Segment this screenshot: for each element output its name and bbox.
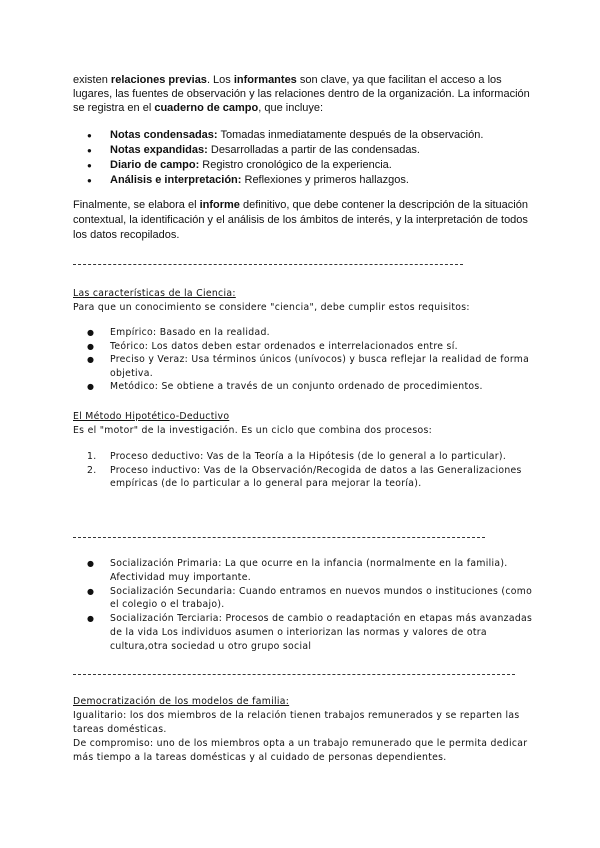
notes-list xyxy=(73,128,543,188)
list-item xyxy=(73,450,543,464)
metodo-intro: Es el "motor" de la investigación. Es un ciclo que combina dos procesos: xyxy=(73,425,433,436)
ciencia-list xyxy=(73,326,543,394)
list-item: ● Metódico: Se obtiene a través de un conjunto ordenado de procedimientos. xyxy=(73,380,543,394)
ciencia-heading: Las características de la Ciencia: xyxy=(73,288,236,299)
intro-text: , que incluye: xyxy=(258,102,324,114)
intro-paragraph xyxy=(73,73,543,115)
list-item: ● Teórico: Los datos deben estar ordenados e interrelacionados entre sí. xyxy=(73,340,543,354)
intro-text: existen xyxy=(73,74,111,86)
note-term: Notas condensadas: xyxy=(110,129,218,141)
note-term: Notas expandidas: xyxy=(110,144,208,156)
list-item xyxy=(73,173,543,188)
metodo-heading: El Método Hipotético-Deductivo xyxy=(73,411,230,422)
familia-heading: Democratización de los modelos de familia: xyxy=(73,696,290,707)
item-number: 2. xyxy=(87,464,97,476)
ciencia-intro: Para que un conocimiento se considere "ciencia", debe cumplir estos requisitos: xyxy=(73,302,470,313)
note-desc: Reflexiones y primeros hallazgos. xyxy=(241,174,409,186)
intro-bold-relaciones: relaciones previas xyxy=(110,74,207,86)
separator-line xyxy=(73,537,485,538)
list-item: ● Empírico: Basado en la realidad. xyxy=(73,326,543,340)
list-item xyxy=(73,128,543,143)
list-item xyxy=(73,158,543,173)
final-paragraph xyxy=(73,198,543,243)
separator-line xyxy=(73,674,515,675)
intro-text: . Los xyxy=(206,74,234,86)
item-number: 1. xyxy=(87,451,97,462)
note-term: Diario de campo: xyxy=(110,159,200,171)
separator-line xyxy=(73,264,463,265)
list-item: ● Socialización Secundaria: Cuando entramos en nuevos mundos o instituciones (como el colegio o el trabajo). xyxy=(73,585,543,613)
intro-text: son clave, ya que facilitan el acceso a los lugares, las fuentes de observación y las relaciones dentro de la organización. La información se registra en el xyxy=(73,74,530,114)
list-item xyxy=(73,143,543,158)
familia-compromiso: De compromiso: uno de los miembros opta a un trabajo remunerado que le permita dedicar más tiempo a la tareas domésticas y al cuidado de personas dependientes. xyxy=(73,738,528,763)
familia-igualitario: Igualitario: los dos miembros de la relación tienen trabajos remunerados y se reparten las tareas domésticas. xyxy=(73,710,520,735)
note-desc: Registro cronológico de la experiencia. xyxy=(199,159,392,171)
intro-bold-informantes: informantes xyxy=(233,74,297,86)
final-text: definitivo, que debe contener la descripción de la situación contextual, la identificación y el análisis de los ámbitos de interés, y la interpretación de todos los datos recopilados. xyxy=(73,199,528,241)
note-term: Análisis e interpretación: xyxy=(110,174,242,186)
list-item: ● Socialización Terciaria: Procesos de cambio o readaptación en etapas más avanzadas de la vida Los individuos asumen o interiorizan las normas y valores de otra cultura,otra sociedad u otro grupo social xyxy=(73,612,543,653)
final-text: Finalmente, se elabora el xyxy=(73,199,200,211)
socializacion-list xyxy=(73,557,543,654)
list-item: ● Socialización Primaria: La que ocurre en la infancia (normalmente en la familia). Afectividad muy importante. xyxy=(73,557,543,585)
note-desc: Tomadas inmediatamente después de la observación. xyxy=(217,129,484,141)
item-text: Proceso inductivo: Vas de la Observación/Recogida de datos a las Generalizaciones empíricas (de lo particular a lo general para mejorar la teoría). xyxy=(110,464,522,489)
list-item xyxy=(73,464,543,491)
metodo-list xyxy=(73,450,543,491)
intro-bold-cuaderno: cuaderno de campo xyxy=(154,102,259,114)
item-text: Proceso deductivo: Vas de la Teoría a la Hipótesis (de lo general a lo particular). xyxy=(110,451,507,462)
list-item: ● Preciso y Veraz: Usa términos únicos (unívocos) y busca reflejar la realidad de forma objetiva. xyxy=(73,353,543,380)
note-desc: Desarrolladas a partir de las condensadas. xyxy=(207,144,420,156)
final-bold-informe: informe xyxy=(199,199,240,211)
